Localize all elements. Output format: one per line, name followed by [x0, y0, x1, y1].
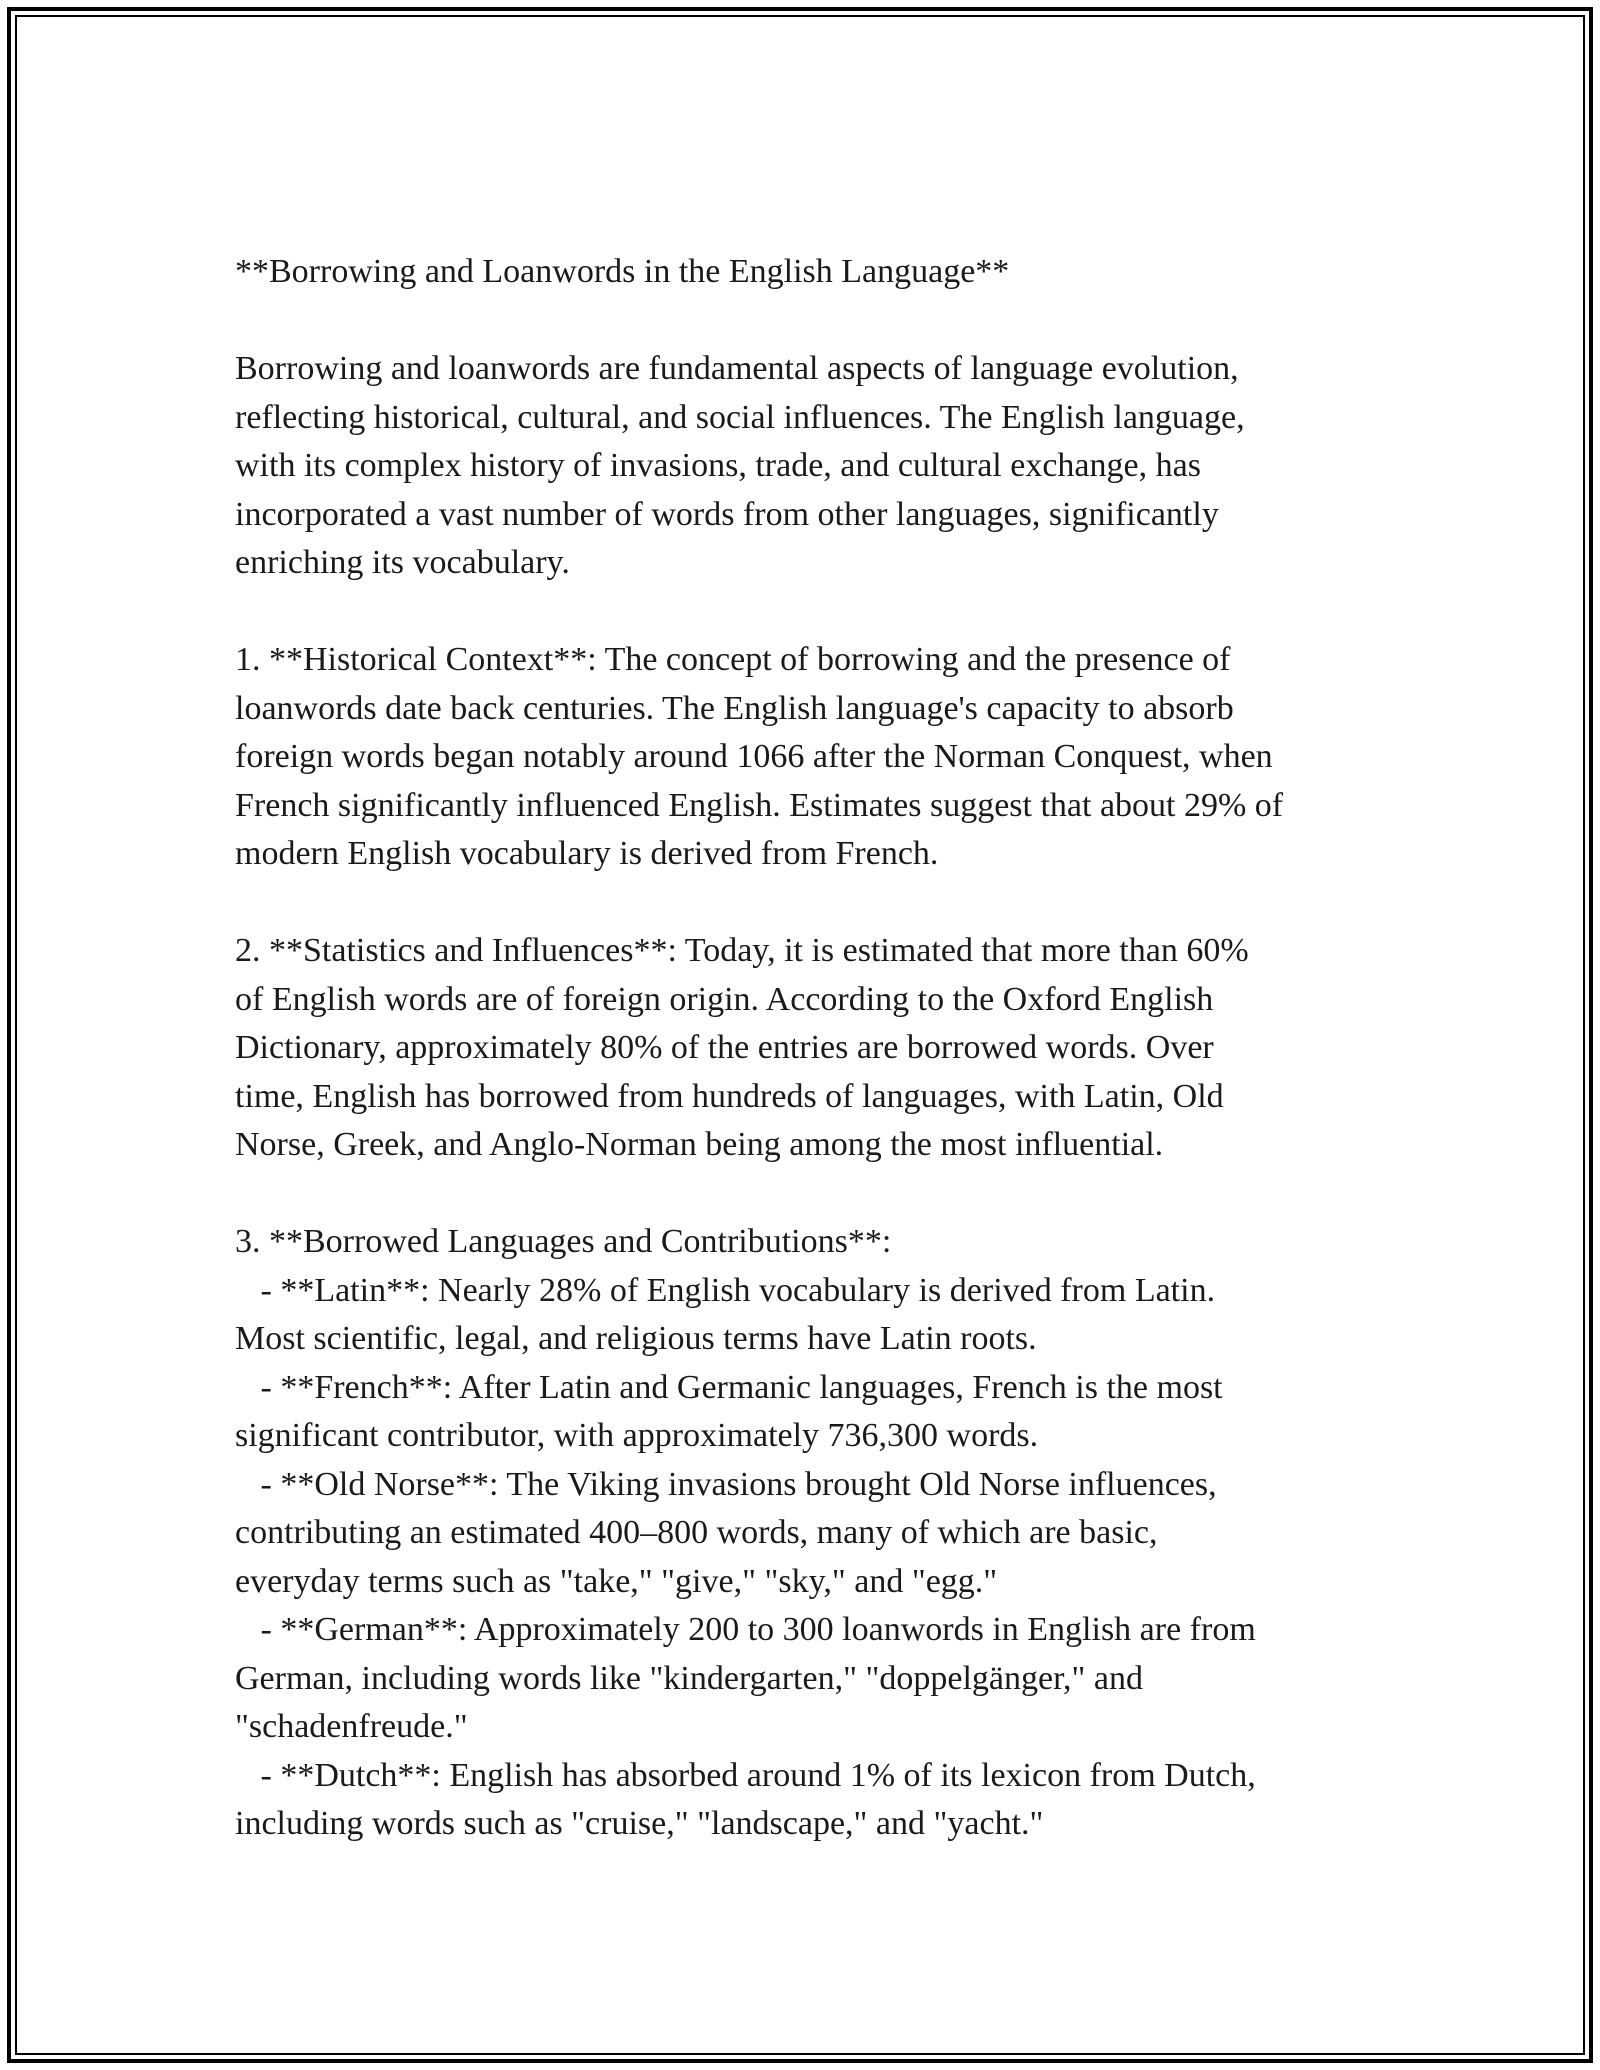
paragraph-gap: [235, 879, 1385, 928]
section-borrowed-languages-heading: 3. **Borrowed Languages and Contributions**:: [235, 1223, 892, 1260]
section-historical-context: 1. **Historical Context**: The concept of borrowing and the presence of loanwords date back centuries. The English language's capacity to absorb foreign words began notably around 1066 after the Norman Conquest, when French significantly influenced English. Estimates suggest that about 29% of modern English vocabulary is derived from French.: [235, 641, 1284, 872]
list-item-german: - **German**: Approximately 200 to 300 loanwords in English are from German, including words like "kindergarten," "doppelgänger," and "schadenfreude.": [235, 1611, 1256, 1745]
list-item-dutch: - **Dutch**: English has absorbed around 1% of its lexicon from Dutch, including words such as "cruise," "landscape," and "yacht.": [235, 1756, 1256, 1842]
list-item-latin: - **Latin**: Nearly 28% of English vocabulary is derived from Latin. Most scientific, legal, and religious terms have Latin roots.: [235, 1271, 1216, 1357]
section-statistics: 2. **Statistics and Influences**: Today, it is estimated that more than 60% of English words are of foreign origin. According to the Oxford English Dictionary, approximately 80% of the entries are borrowed words. Over time, English has borrowed from hundreds of languages, with Latin, Old Norse, Greek, and Anglo-Norman being among the most influential.: [235, 932, 1249, 1163]
list-item-french: - **French**: After Latin and Germanic languages, French is the most significant contributor, with approximately 736,300 words.: [235, 1368, 1223, 1454]
paragraph-gap: [235, 297, 1385, 346]
paragraph-gap: [235, 1170, 1385, 1219]
document-title: **Borrowing and Loanwords in the English Language**: [235, 253, 1010, 290]
intro-paragraph: Borrowing and loanwords are fundamental aspects of language evolution, reflecting historical, cultural, and social influences. The English language, with its complex history of invasions, trade, and cultural exchange, has incorporated a vast number of words from other languages, significantly enriching its vocabulary.: [235, 350, 1245, 581]
paragraph-gap: [235, 588, 1385, 637]
list-item-old-norse: - **Old Norse**: The Viking invasions brought Old Norse influences, contributing an estimated 400–800 words, many of which are basic, everyday terms such as "take," "give," "sky," and "egg.": [235, 1465, 1217, 1600]
document-body: [235, 248, 1385, 1849]
